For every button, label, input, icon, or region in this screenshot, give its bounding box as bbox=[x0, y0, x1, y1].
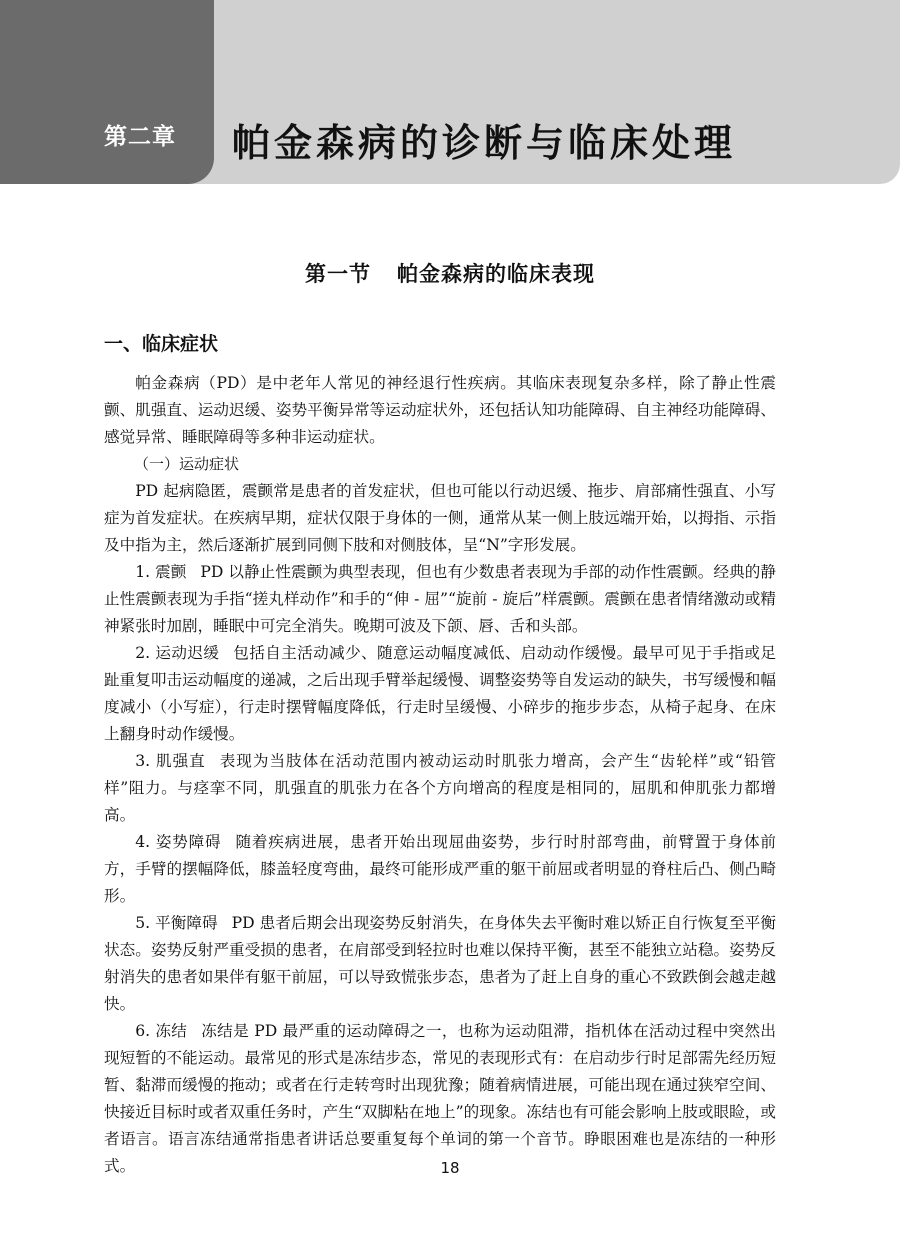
chapter-title: 帕金森病的诊断与临床处理 bbox=[232, 121, 737, 165]
symptom-term: 5. 平衡障碍 bbox=[135, 914, 218, 932]
body-text bbox=[104, 370, 776, 1180]
section-name: 帕金森病的临床表现 bbox=[397, 262, 595, 286]
symptom-paragraph bbox=[104, 910, 776, 1018]
chapter-header bbox=[0, 0, 900, 184]
symptom-term: 4. 姿势障碍 bbox=[135, 833, 222, 851]
symptom-text: PD 患者后期会出现姿势反射消失，在身体失去平衡时难以矫正自行恢复至平衡状态。姿势反射严重受损的患者，在肩部受到轻拉时也难以保持平衡，甚至不能独立站稳。姿势反射消失的患者如果伴有躯干前屈，可以导致慌张步态，患者为了赶上自身的重心不致跌倒会越走越快。 bbox=[104, 914, 776, 1013]
symptom-paragraph bbox=[104, 829, 776, 910]
symptom-text: 冻结是 PD 最严重的运动障碍之一，也称为运动阻滞，指机体在活动过程中突然出现短暂的不能运动。最常见的形式是冻结步态，常见的表现形式有：在启动步行时足部需先经历短暂、黏滞而缓慢的拖动；或者在行走转弯时出现犹豫；随着病情进展，可能出现在通过狭窄空间、快接近目标时或者双重任务时，产生“双脚粘在地上”的现象。冻结也有可能会影响上肢或眼睑，或者语言。语言冻结通常指患者讲话总要重复每个单词的第一个音节。睁眼困难也是冻结的一种形式。 bbox=[104, 1022, 776, 1175]
symptom-paragraph bbox=[104, 640, 776, 748]
motor-heading: （一）运动症状 bbox=[134, 455, 240, 473]
symptom-term: 1. 震颤 bbox=[135, 563, 187, 581]
symptom-text: 表现为当肢体在活动范围内被动运动时肌张力增高，会产生“齿轮样”或“铅管样”阻力。与痉挛不同，肌强直的肌张力在各个方向增高的程度是相同的，屈肌和伸肌张力都增高。 bbox=[104, 752, 776, 824]
symptom-text: 随着疾病进展，患者开始出现屈曲姿势，步行时肘部弯曲，前臂置于身体前方，手臂的摆幅降低，膝盖轻度弯曲，最终可能形成严重的躯干前屈或者明显的脊柱后凸、侧凸畸形。 bbox=[104, 833, 776, 905]
symptom-text: PD 以静止性震颤为典型表现，但也有少数患者表现为手部的动作性震颤。经典的静止性震颤表现为手指“搓丸样动作”和手的“伸 - 屈”“旋前 - 旋后”样震颤。震颤在患者情绪激动或精神紧张时加剧，睡眠中可完全消失。晚期可波及下颌、唇、舌和头部。 bbox=[104, 563, 776, 635]
motor-intro-paragraph: PD 起病隐匿，震颤常是患者的首发症状，但也可能以行动迟缓、拖步、肩部痛性强直、小写症为首发症状。在疾病早期，症状仅限于身体的一侧，通常从某一侧上肢远端开始，以拇指、示指及中指为主，然后逐渐扩展到同侧下肢和对侧肢体，呈“N”字形发展。 bbox=[104, 482, 776, 554]
section-title bbox=[0, 258, 900, 288]
symptom-paragraph bbox=[104, 748, 776, 829]
intro-paragraph: 帕金森病（PD）是中老年人常见的神经退行性疾病。其临床表现复杂多样，除了静止性震颤、肌强直、运动迟缓、姿势平衡异常等运动症状外，还包括认知功能障碍、自主神经功能障碍、感觉异常、睡眠障碍等多种非运动症状。 bbox=[104, 374, 776, 446]
symptom-term: 6. 冻结 bbox=[135, 1022, 188, 1040]
section-number: 第一节 bbox=[305, 262, 371, 286]
symptom-term: 2. 运动迟缓 bbox=[135, 644, 220, 662]
symptom-paragraph bbox=[104, 1018, 776, 1180]
chapter-label: 第二章 bbox=[104, 124, 176, 150]
page-number: 18 bbox=[440, 1159, 460, 1177]
symptom-paragraph bbox=[104, 559, 776, 640]
symptom-text: 包括自主活动减少、随意运动幅度减低、启动动作缓慢。最早可见于手指或足趾重复叩击运动幅度的递减，之后出现手臂举起缓慢、调整姿势等自发运动的缺失，书写缓慢和幅度减小（小写症），行走时摆臂幅度降低，行走时呈缓慢、小碎步的拖步步态，从椅子起身、在床上翻身时动作缓慢。 bbox=[104, 644, 776, 743]
subheading: 一、临床症状 bbox=[104, 333, 219, 355]
chapter-tab bbox=[0, 0, 214, 184]
symptom-term: 3. 肌强直 bbox=[135, 752, 206, 770]
